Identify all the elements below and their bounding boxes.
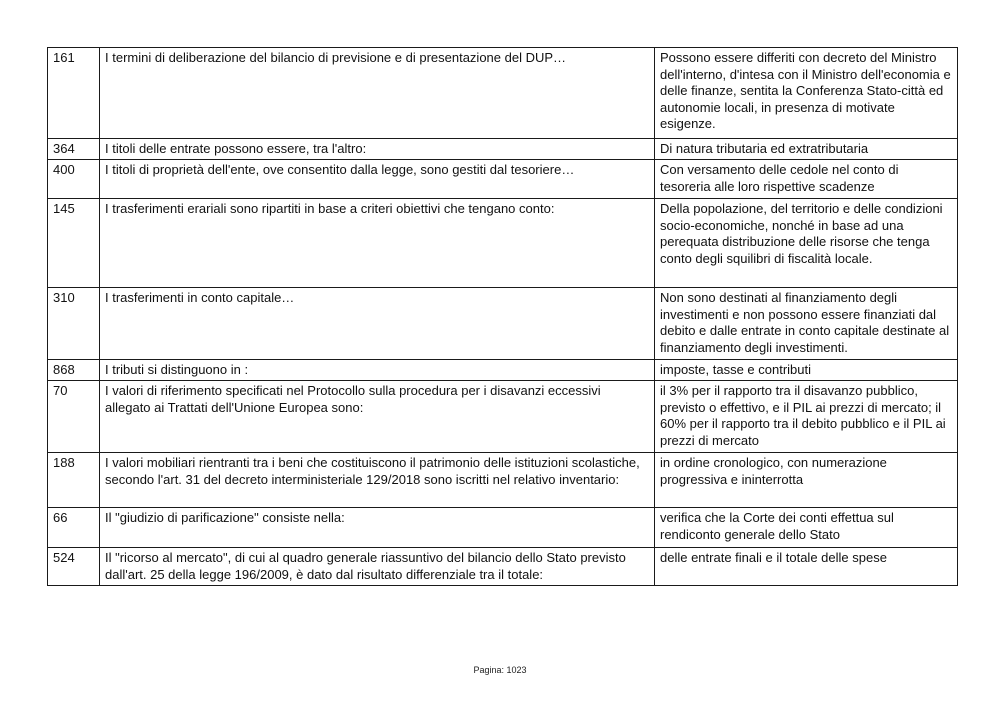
question-text: I valori mobiliari rientranti tra i beni che costituiscono il patrimonio delle istituzioni scolastiche, secondo l'art. 31 del decreto interministeriale 129/2018 sono iscritti nel relativo inventario: xyxy=(100,453,655,508)
table-row xyxy=(48,360,958,381)
question-id: 868 xyxy=(48,360,100,381)
table-row xyxy=(48,160,958,199)
question-id: 70 xyxy=(48,381,100,453)
question-text: I valori di riferimento specificati nel Protocollo sulla procedura per i disavanzi eccessivi allegato ai Trattati dell'Unione Europea sono: xyxy=(100,381,655,453)
table-row xyxy=(48,48,958,139)
table-row xyxy=(48,139,958,160)
table-row xyxy=(48,288,958,360)
answer-text: Della popolazione, del territorio e delle condizioni socio-economiche, nonché in base ad una perequata distribuzione delle risorse che tenga conto degli squilibri di fiscalità locale. xyxy=(655,199,958,288)
question-id: 400 xyxy=(48,160,100,199)
answer-text: in ordine cronologico, con numerazione progressiva e ininterrotta xyxy=(655,453,958,508)
table-row xyxy=(48,508,958,548)
question-id: 66 xyxy=(48,508,100,548)
table-row xyxy=(48,381,958,453)
answer-text: Non sono destinati al finanziamento degli investimenti e non possono essere finanziati dal debito e dalle entrate in conto capitale destinate al finanziamento degli investimenti. xyxy=(655,288,958,360)
answer-text: delle entrate finali e il totale delle spese xyxy=(655,548,958,586)
table-row xyxy=(48,548,958,586)
table-row xyxy=(48,199,958,288)
question-text: I titoli di proprietà dell'ente, ove consentito dalla legge, sono gestiti dal tesoriere… xyxy=(100,160,655,199)
answer-text: Di natura tributaria ed extratributaria xyxy=(655,139,958,160)
questions-table xyxy=(47,47,958,586)
answer-text: Possono essere differiti con decreto del Ministro dell'interno, d'intesa con il Ministro dell'economia e delle finanze, sentita la Conferenza Stato-città ed autonomie locali, in presenza di motivate esigenze. xyxy=(655,48,958,139)
answer-text: verifica che la Corte dei conti effettua sul rendiconto generale dello Stato xyxy=(655,508,958,548)
question-id: 161 xyxy=(48,48,100,139)
table-row xyxy=(48,453,958,508)
question-id: 145 xyxy=(48,199,100,288)
question-id: 188 xyxy=(48,453,100,508)
question-id: 524 xyxy=(48,548,100,586)
question-text: Il "giudizio di parificazione" consiste nella: xyxy=(100,508,655,548)
question-text: I trasferimenti erariali sono ripartiti in base a criteri obiettivi che tengano conto: xyxy=(100,199,655,288)
answer-text: imposte, tasse e contributi xyxy=(655,360,958,381)
question-text: I titoli delle entrate possono essere, tra l'altro: xyxy=(100,139,655,160)
answer-text: Con versamento delle cedole nel conto di tesoreria alle loro rispettive scadenze xyxy=(655,160,958,199)
question-text: I tributi si distinguono in : xyxy=(100,360,655,381)
answer-text: il 3% per il rapporto tra il disavanzo pubblico, previsto o effettivo, e il PIL ai prezzi di mercato; il 60% per il rapporto tra il debito pubblico e il PIL ai prezzi di mercato xyxy=(655,381,958,453)
question-text: I termini di deliberazione del bilancio di previsione e di presentazione del DUP… xyxy=(100,48,655,139)
question-text: Il "ricorso al mercato", di cui al quadro generale riassuntivo del bilancio dello Stato previsto dall'art. 25 della legge 196/2009, è dato dal risultato differenziale tra il totale: xyxy=(100,548,655,586)
question-id: 310 xyxy=(48,288,100,360)
page-number: Pagina: 1023 xyxy=(473,665,527,675)
question-text: I trasferimenti in conto capitale… xyxy=(100,288,655,360)
question-id: 364 xyxy=(48,139,100,160)
